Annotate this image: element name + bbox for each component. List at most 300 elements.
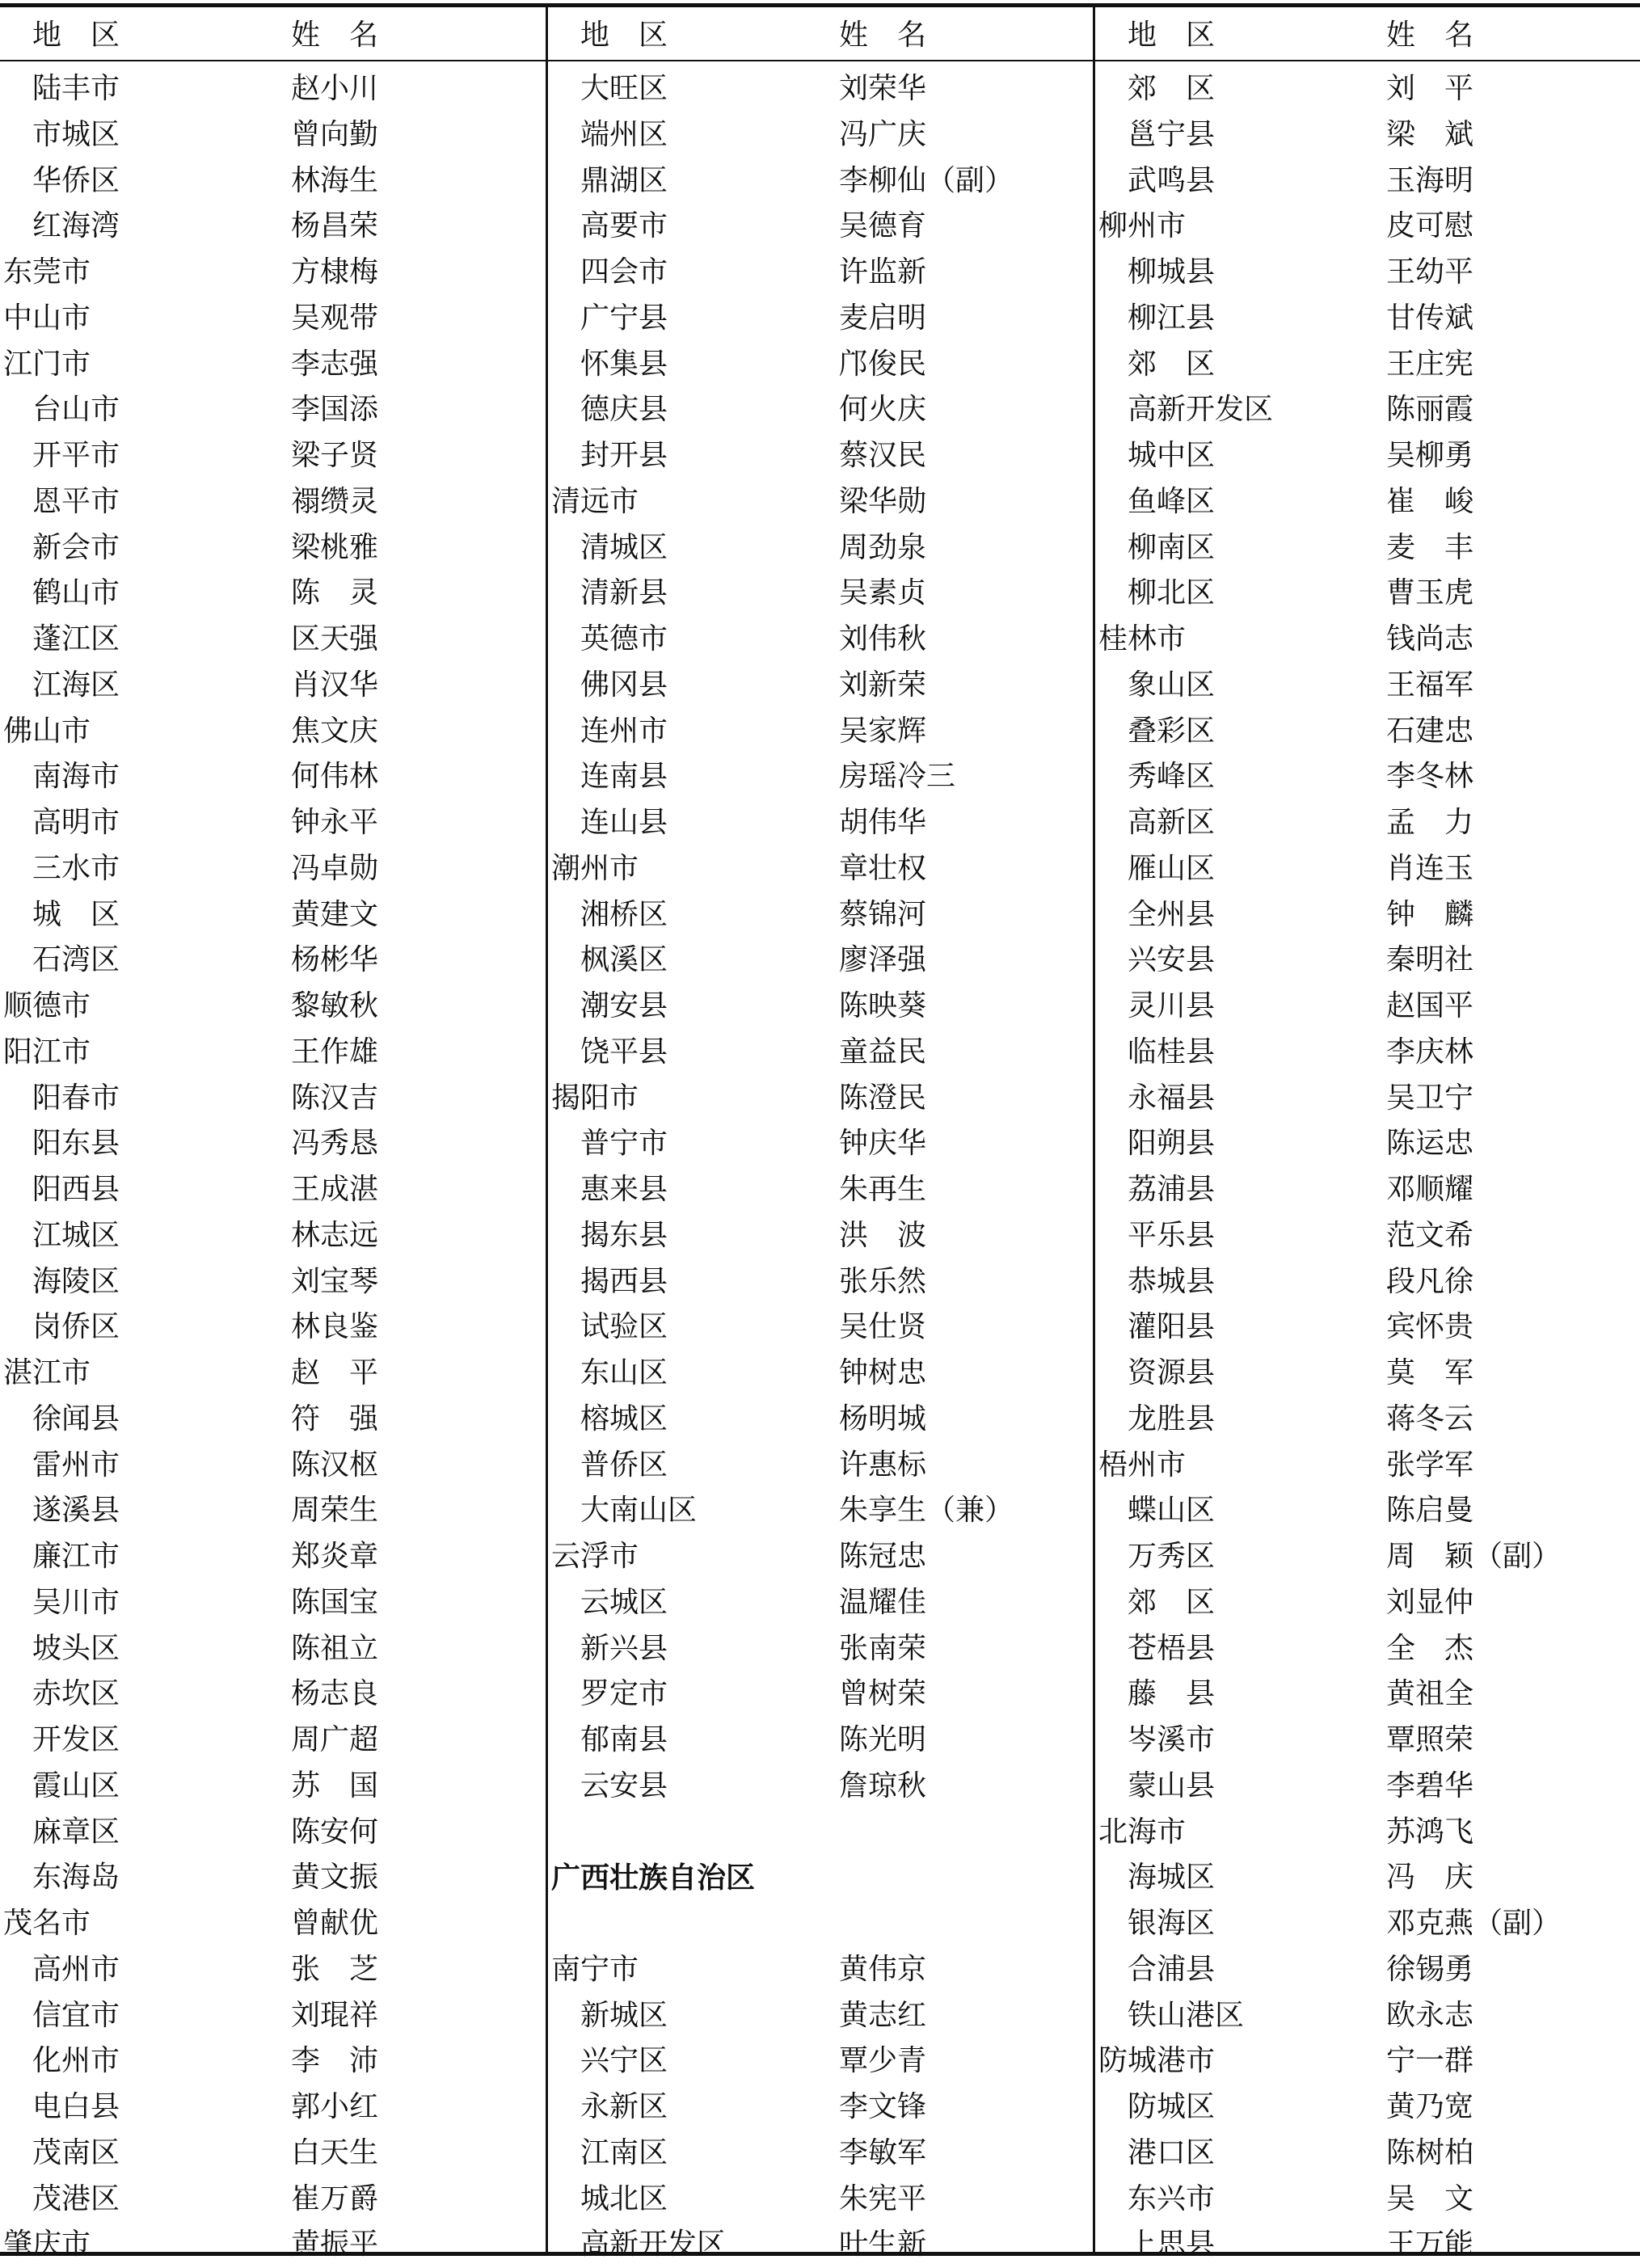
region-cell: 资源县: [1128, 1356, 1216, 1389]
name-cell: 黄伟京: [839, 1952, 927, 1986]
name-cell: 方棣梅: [291, 255, 379, 289]
table-row: [0, 158, 546, 204]
region-cell: 化州市: [32, 2044, 120, 2078]
table-row: [548, 1810, 1093, 1856]
region-cell: 郊 区: [1128, 72, 1216, 105]
name-cell: 郑炎章: [291, 1540, 379, 1573]
name-cell: 麦 丰: [1386, 530, 1474, 564]
name-cell: 黎敏秋: [291, 989, 379, 1022]
table-row: [548, 479, 1093, 525]
table-row: [548, 1030, 1093, 1076]
region-cell: 江城区: [32, 1218, 120, 1252]
table-row: [548, 2085, 1093, 2131]
name-cell: 刘 平: [1386, 72, 1474, 105]
table-row: [0, 1167, 546, 1213]
name-cell: 李敏军: [839, 2135, 927, 2169]
table-row: [0, 617, 546, 663]
name-cell: 房瑶冷三: [839, 760, 956, 794]
region-cell: 云安县: [580, 1768, 668, 1802]
name-cell: 杨彬华: [291, 943, 379, 977]
region-cell: 榕城区: [580, 1402, 668, 1435]
region-cell: 海城区: [1128, 1861, 1216, 1895]
region-cell: 上思县: [1128, 2228, 1216, 2262]
region-cell: 市城区: [32, 117, 120, 151]
region-cell: 揭东县: [580, 1218, 668, 1252]
name-cell: 黄志红: [839, 1998, 927, 2032]
name-cell: 冯 庆: [1386, 1861, 1474, 1895]
name-cell: 焦文庆: [291, 714, 379, 748]
region-cell: 高州市: [32, 1952, 120, 1986]
table-row: [1095, 892, 1640, 938]
region-cell: 阳西县: [32, 1173, 120, 1206]
table-row: [1095, 1626, 1640, 1672]
name-cell: 陈安何: [291, 1815, 379, 1849]
region-cell: 恭城县: [1128, 1264, 1216, 1298]
table-row: [548, 1534, 1093, 1580]
region-cell: 城 区: [32, 897, 120, 931]
region-cell: 吴川市: [32, 1585, 120, 1619]
region-cell: 象山区: [1128, 668, 1216, 702]
table-row: [1095, 754, 1640, 800]
name-cell: 叶生新: [839, 2228, 927, 2262]
region-cell: 佛冈县: [580, 668, 668, 702]
region-cell: 云城区: [580, 1585, 668, 1619]
region-cell: 临桂县: [1128, 1035, 1216, 1069]
region-cell: 秀峰区: [1128, 760, 1216, 794]
region-cell: 高要市: [580, 209, 668, 243]
table-row: [548, 342, 1093, 388]
table-row: [0, 1810, 546, 1856]
name-cell: 吴家辉: [839, 714, 927, 748]
region-cell: 岑溪市: [1128, 1723, 1216, 1756]
region-cell: 阳朔县: [1128, 1127, 1216, 1161]
table-row: [548, 1947, 1093, 1993]
table-row: [1095, 1718, 1640, 1764]
name-cell: 曾树荣: [839, 1677, 927, 1711]
name-cell: 皮可慰: [1386, 209, 1474, 243]
name-cell: 王成湛: [291, 1173, 379, 1206]
name-cell: 陈光明: [839, 1723, 927, 1756]
name-cell: 王庄宪: [1386, 347, 1474, 381]
name-cell: 刘伟秋: [839, 622, 927, 656]
name-cell: 符 强: [291, 1402, 379, 1435]
name-cell: 孟 力: [1386, 806, 1474, 839]
table-row: [548, 204, 1093, 250]
name-cell: 黄乃宽: [1386, 2090, 1474, 2123]
table-row: [1095, 2222, 1640, 2268]
table-row: [1095, 204, 1640, 250]
table-row: [548, 1764, 1093, 1810]
table-row: [548, 984, 1093, 1030]
name-cell: 郭小红: [291, 2090, 379, 2123]
table-row: [548, 387, 1093, 433]
table-row: [0, 1076, 546, 1122]
region-cell: 连州市: [580, 714, 668, 748]
name-cell: 洪 波: [839, 1218, 927, 1252]
region-cell: 茂名市: [3, 1907, 91, 1940]
table-row: [0, 1534, 546, 1580]
name-cell: 朱再生: [839, 1173, 927, 1206]
region-cell: 藤 县: [1128, 1677, 1216, 1711]
region-cell: 平乐县: [1128, 1218, 1216, 1252]
name-cell: 梁子贤: [291, 439, 379, 472]
table-row: [548, 1993, 1093, 2039]
name-cell: 陈澄民: [839, 1081, 927, 1115]
table-row: [1095, 1993, 1640, 2039]
name-cell: 麦启明: [839, 301, 927, 335]
table-row: [0, 1580, 546, 1626]
table-row: [1095, 1030, 1640, 1076]
name-cell: 何伟林: [291, 760, 379, 794]
region-cell: 郊 区: [1128, 1585, 1216, 1619]
region-cell: 海陵区: [32, 1264, 120, 1298]
table-row: [0, 2222, 546, 2268]
table-row: [548, 2131, 1093, 2177]
region-cell: 揭阳市: [551, 1081, 639, 1115]
name-cell: 何火庆: [839, 393, 927, 427]
name-cell: 段凡徐: [1386, 1264, 1474, 1298]
region-cell: 三水市: [32, 851, 120, 885]
name-cell: 吴素贞: [839, 576, 927, 610]
region-cell: 佛山市: [3, 714, 91, 748]
region-cell: 湛江市: [3, 1356, 91, 1389]
region-cell: 高新区: [1128, 806, 1216, 839]
column-1: [0, 0, 546, 2262]
region-cell: 鹤山市: [32, 576, 120, 610]
name-cell: 王福军: [1386, 668, 1474, 702]
region-cell: 阳东县: [32, 1127, 120, 1161]
table-row: [548, 112, 1093, 158]
region-cell: 潮安县: [580, 989, 668, 1022]
region-cell: 顺德市: [3, 989, 91, 1022]
table-row: [1095, 571, 1640, 617]
name-cell: 钟树忠: [839, 1356, 927, 1389]
region-cell: 梧州市: [1098, 1448, 1187, 1482]
region-cell: 江海区: [32, 668, 120, 702]
region-cell: 封开县: [580, 439, 668, 472]
name-cell: 刘荣华: [839, 72, 927, 105]
table-row: [1095, 296, 1640, 342]
name-cell: 章壮权: [839, 851, 927, 885]
region-cell: 肇庆市: [3, 2228, 91, 2262]
name-cell: 肖汉华: [291, 668, 379, 702]
region-cell: 高新开发区: [580, 2228, 727, 2262]
name-cell: 宁一群: [1386, 2044, 1474, 2078]
region-cell: 试验区: [580, 1310, 668, 1344]
name-cell: 全 杰: [1386, 1631, 1474, 1665]
name-cell: 石建忠: [1386, 714, 1474, 748]
region-cell: 灌阳县: [1128, 1310, 1216, 1344]
name-cell: 王作雄: [291, 1035, 379, 1069]
name-cell: 陈汉吉: [291, 1081, 379, 1115]
name-cell: 陈映葵: [839, 989, 927, 1022]
table-row: [1095, 1901, 1640, 1947]
table-row: [1095, 158, 1640, 204]
name-cell: 吴德育: [839, 209, 927, 243]
region-cell: 蒙山县: [1128, 1768, 1216, 1802]
name-cell: 王幼平: [1386, 255, 1474, 289]
table-row: [1095, 709, 1640, 755]
name-cell: 崔 峻: [1386, 484, 1474, 518]
region-cell: 高新开发区: [1128, 393, 1274, 427]
name-cell: 蔡锦河: [839, 897, 927, 931]
name-cell: 廖泽强: [839, 943, 927, 977]
table-row: [548, 1167, 1093, 1213]
table-row: [1095, 66, 1640, 112]
name-cell: 苏鸿飞: [1386, 1815, 1474, 1849]
name-cell: 玉海明: [1386, 163, 1474, 197]
name-cell: 赵小川: [291, 72, 379, 105]
region-cell: 城中区: [1128, 439, 1216, 472]
table-row: [1095, 846, 1640, 892]
table-row: [1095, 663, 1640, 709]
name-cell: 李冬林: [1386, 760, 1474, 794]
region-cell: 新会市: [32, 530, 120, 564]
name-cell: 赵 平: [291, 1356, 379, 1389]
region-cell: 遂溪县: [32, 1494, 120, 1528]
region-cell: 铁山港区: [1128, 1998, 1245, 2032]
name-cell: 冯卓勋: [291, 851, 379, 885]
table-row: [1095, 1764, 1640, 1810]
region-cell: 柳南区: [1128, 530, 1216, 564]
table-row: [0, 709, 546, 755]
table-row: [548, 1718, 1093, 1764]
name-cell: 詹琼秋: [839, 1768, 927, 1802]
table-row: [548, 2177, 1093, 2223]
region-cell: 苍梧县: [1128, 1631, 1216, 1665]
name-cell: 白天生: [291, 2135, 379, 2169]
table-row: [1095, 1259, 1640, 1305]
name-cell: 邓克燕（副）: [1386, 1907, 1562, 1940]
table-row: [548, 1626, 1093, 1672]
name-cell: 张学军: [1386, 1448, 1474, 1482]
region-cell: 城北区: [580, 2182, 668, 2215]
name-cell: 张乐然: [839, 1264, 927, 1298]
table-row: [548, 296, 1093, 342]
region-cell: 红海湾: [32, 209, 120, 243]
name-cell: 梁华勋: [839, 484, 927, 518]
name-cell: 李 沛: [291, 2044, 379, 2078]
table-row: [0, 387, 546, 433]
region-cell: 大南山区: [580, 1494, 698, 1528]
table-row: [0, 1397, 546, 1443]
region-cell: 开发区: [32, 1723, 120, 1756]
region-cell: 华侨区: [32, 163, 120, 197]
region-cell: 广西壮族自治区: [551, 1861, 756, 1895]
name-cell: 吴卫宁: [1386, 1081, 1474, 1115]
name-cell: 梁桃雅: [291, 530, 379, 564]
table-row: [0, 1764, 546, 1810]
table-row: [0, 1855, 546, 1901]
region-cell: 合浦县: [1128, 1952, 1216, 1986]
table-row: [1095, 2085, 1640, 2131]
region-cell: 柳州市: [1098, 209, 1187, 243]
region-cell: 东兴市: [1128, 2182, 1216, 2215]
region-cell: 柳城县: [1128, 255, 1216, 289]
table-row: [1095, 433, 1640, 479]
region-cell: 桂林市: [1098, 622, 1187, 656]
table-row: [548, 525, 1093, 571]
table-row: [0, 892, 546, 938]
region-cell: 雁山区: [1128, 851, 1216, 885]
table-row: [1095, 938, 1640, 984]
table-row: [0, 2085, 546, 2131]
name-cell: 钟庆华: [839, 1127, 927, 1161]
name-cell: 林良鉴: [291, 1310, 379, 1344]
region-cell: 电白县: [32, 2090, 120, 2123]
name-cell: 温耀佳: [839, 1585, 927, 1619]
table-row: [1095, 1810, 1640, 1856]
table-row: [1095, 1488, 1640, 1534]
name-cell: 童益民: [839, 1035, 927, 1069]
table-row: [548, 1397, 1093, 1443]
name-cell: 徐锡勇: [1386, 1952, 1474, 1986]
region-cell: 永新区: [580, 2090, 668, 2123]
name-cell: 秦明社: [1386, 943, 1474, 977]
name-cell: 胡伟华: [839, 806, 927, 839]
region-cell: 蝶山区: [1128, 1494, 1216, 1528]
name-cell: 周 颖（副）: [1386, 1540, 1562, 1573]
header-region: 地 区: [32, 19, 120, 52]
name-cell: 许监新: [839, 255, 927, 289]
table-row: [548, 66, 1093, 112]
region-cell: 端州区: [580, 117, 668, 151]
region-cell: 江门市: [3, 347, 91, 381]
name-cell: 李庆林: [1386, 1035, 1474, 1069]
region-cell: 连山县: [580, 806, 668, 839]
region-cell: 岗侨区: [32, 1310, 120, 1344]
name-cell: 周劲泉: [839, 530, 927, 564]
name-cell: 梁 斌: [1386, 117, 1474, 151]
name-cell: 吴 文: [1386, 2182, 1474, 2215]
table-row: [0, 433, 546, 479]
header-region: 地 区: [1128, 19, 1216, 52]
region-cell: 揭西县: [580, 1264, 668, 1298]
region-cell: 鼎湖区: [580, 163, 668, 197]
name-cell: 陈汉枢: [291, 1448, 379, 1482]
name-cell: 钟 麟: [1386, 897, 1474, 931]
table-row: [1095, 617, 1640, 663]
table-row: [548, 892, 1093, 938]
region-cell: 永福县: [1128, 1081, 1216, 1115]
table-row: [0, 1626, 546, 1672]
table-row: [548, 1901, 1093, 1947]
table-row: [0, 1947, 546, 1993]
table-row: [1095, 112, 1640, 158]
table-row: [0, 1718, 546, 1764]
table-row: [1095, 2038, 1640, 2085]
table-row: [0, 296, 546, 342]
region-cell: 茂南区: [32, 2135, 120, 2169]
table-row: [0, 2177, 546, 2223]
name-cell: 莫 军: [1386, 1356, 1474, 1389]
table-row: [1095, 1351, 1640, 1397]
region-cell: 陆丰市: [32, 72, 120, 105]
table-row: [0, 2131, 546, 2177]
region-cell: 枫溪区: [580, 943, 668, 977]
name-cell: 李国添: [291, 393, 379, 427]
name-cell: 黄振平: [291, 2228, 379, 2262]
region-cell: 中山市: [3, 301, 91, 335]
table-row: [0, 846, 546, 892]
name-cell: 黄祖全: [1386, 1677, 1474, 1711]
table-row: [0, 1993, 546, 2039]
region-cell: 邕宁县: [1128, 117, 1216, 151]
table-row: [548, 158, 1093, 204]
name-cell: 黄建文: [291, 897, 379, 931]
name-cell: 吴观带: [291, 301, 379, 335]
region-cell: 新城区: [580, 1998, 668, 2032]
table-row: [548, 1443, 1093, 1489]
region-cell: 东莞市: [3, 255, 91, 289]
name-cell: 李志强: [291, 347, 379, 381]
region-cell: 茂港区: [32, 2182, 120, 2215]
region-cell: 英德市: [580, 622, 668, 656]
table-row: [0, 571, 546, 617]
name-cell: 周广超: [291, 1723, 379, 1756]
name-cell: 蒋冬云: [1386, 1402, 1474, 1435]
region-cell: 柳北区: [1128, 576, 1216, 610]
name-cell: 冯秀恳: [291, 1127, 379, 1161]
name-cell: 吴柳勇: [1386, 439, 1474, 472]
name-cell: 区天强: [291, 622, 379, 656]
name-cell: 钱尚志: [1386, 622, 1474, 656]
table-row: [0, 984, 546, 1030]
table-row: [0, 1901, 546, 1947]
region-cell: 清远市: [551, 484, 639, 518]
table-row: [1095, 1534, 1640, 1580]
header-region: 地 区: [580, 19, 668, 52]
region-cell: 港口区: [1128, 2135, 1216, 2169]
name-cell: 甘传斌: [1386, 301, 1474, 335]
name-cell: 杨明城: [839, 1402, 927, 1435]
table-row: [548, 754, 1093, 800]
region-cell: 开平市: [32, 439, 120, 472]
name-cell: 陈启曼: [1386, 1494, 1474, 1528]
table-row: [0, 1030, 546, 1076]
name-cell: 刘宝琴: [291, 1264, 379, 1298]
region-cell: 蓬江区: [32, 622, 120, 656]
table-row: [548, 1305, 1093, 1351]
name-cell: 覃少青: [839, 2044, 927, 2078]
name-cell: 吴仕贤: [839, 1310, 927, 1344]
table-row: [0, 2038, 546, 2085]
table-row: [0, 663, 546, 709]
name-cell: 李碧华: [1386, 1768, 1474, 1802]
table-row: [548, 709, 1093, 755]
table-row: [0, 938, 546, 984]
name-cell: 陈运忠: [1386, 1127, 1474, 1161]
region-cell: 柳江县: [1128, 301, 1216, 335]
name-cell: 林海生: [291, 163, 379, 197]
table-row: [0, 1213, 546, 1259]
table-row: [1095, 1167, 1640, 1213]
table-row: [1095, 1855, 1640, 1901]
region-cell: 恩平市: [32, 484, 120, 518]
name-cell: 钟永平: [291, 806, 379, 839]
name-cell: 陈树柏: [1386, 2135, 1474, 2169]
table-row: [548, 617, 1093, 663]
table-row: [548, 1259, 1093, 1305]
table-row: [1095, 1121, 1640, 1167]
table-row: [0, 1121, 546, 1167]
table-row: [0, 754, 546, 800]
region-cell: 兴安县: [1128, 943, 1216, 977]
table-row: [1095, 1076, 1640, 1122]
table-row: [0, 800, 546, 846]
name-cell: 张 芝: [291, 1952, 379, 1986]
table-row: [0, 1351, 546, 1397]
